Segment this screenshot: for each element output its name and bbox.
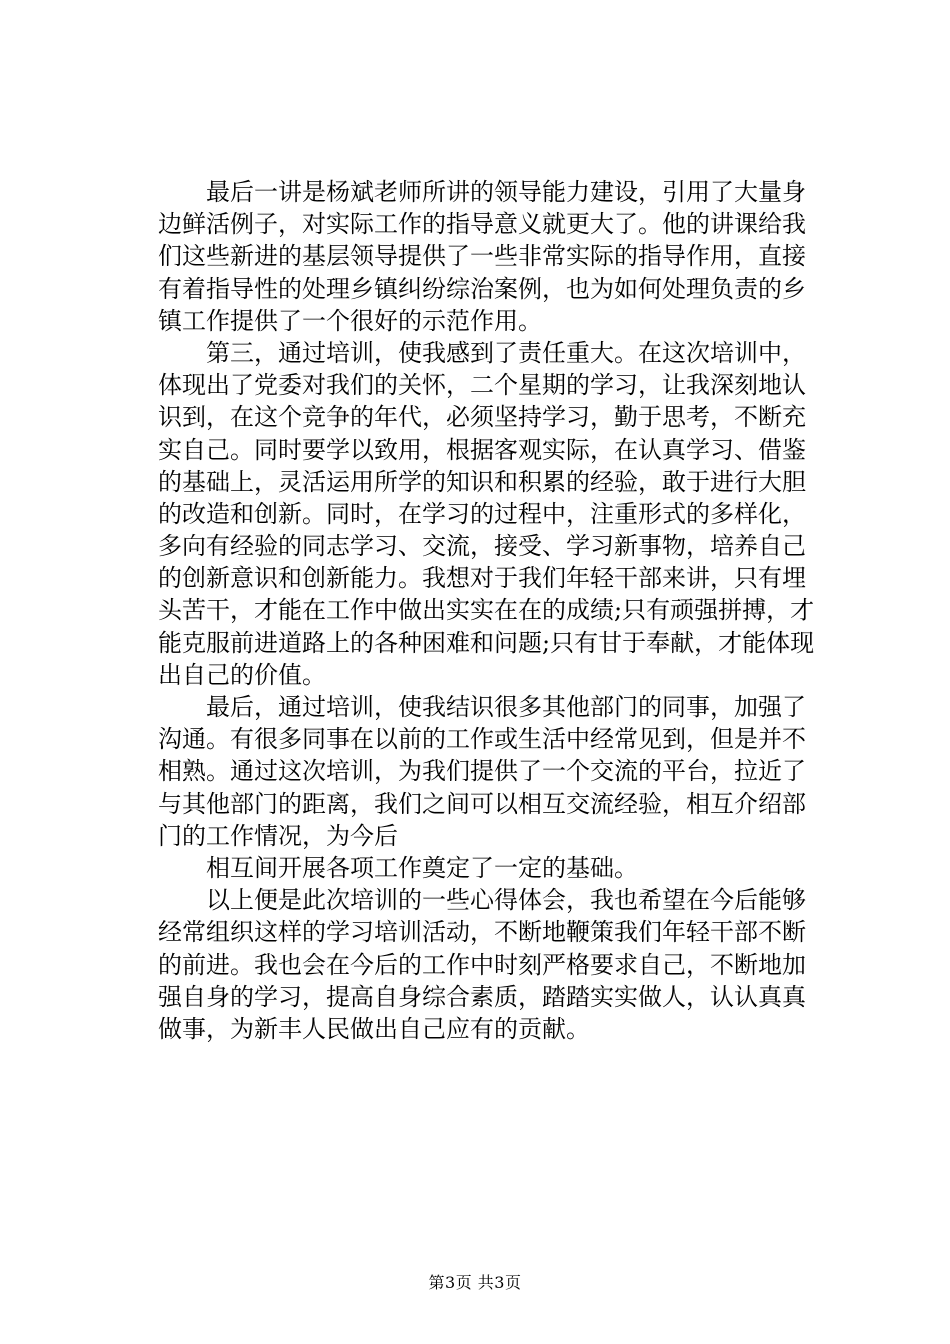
body-text [158,176,815,1045]
text-line: 的改造和创新。同时，在学习的过程中，注重形式的多样化， [158,499,806,528]
text-line: 实自己。同时要学以致用，根据客观实际，在认真学习、借鉴 [158,435,806,464]
text-line: 边鲜活例子，对实际工作的指导意义就更大了。他的讲课给我 [158,210,806,239]
text-line: 的前进。我也会在今后的工作中时刻严格要求自己，不断地加 [158,950,806,979]
text-line: 门的工作情况，为今后 [158,821,398,850]
text-line: 头苦干，才能在工作中做出实实在在的成绩;只有顽强拼搏，才 [158,596,815,625]
text-line: 最后一讲是杨斌老师所讲的领导能力建设，引用了大量身 [158,178,806,206]
text-line: 镇工作提供了一个很好的示范作用。 [158,306,542,335]
text-line: 们这些新进的基层领导提供了一些非常实际的指导作用，直接 [158,242,806,271]
text-line: 的创新意识和创新能力。我想对于我们年轻干部来讲，只有埋 [158,564,806,593]
text-line: 强自身的学习，提高自身综合素质，踏踏实实做人，认认真真 [158,982,806,1011]
text-line: 相互间开展各项工作奠定了一定的基础。 [158,853,638,882]
text-line: 以上便是此次培训的一些心得体会，我也希望在今后能够 [158,886,806,915]
text-line: 与其他部门的距离，我们之间可以相互交流经验，相互介绍部 [158,789,806,818]
text-line: 多向有经验的同志学习、交流，接受、学习新事物，培养自己 [158,532,806,561]
text-line: 的基础上，灵活运用所学的知识和积累的经验，敢于进行大胆 [158,467,806,496]
text-line: 沟通。有很多同事在以前的工作或生活中经常见到，但是并不 [158,725,806,754]
text-line: 体现出了党委对我们的关怀，二个星期的学习，让我深刻地认 [158,371,806,400]
text-line: 相熟。通过这次培训，为我们提供了一个交流的平台，拉近了 [158,757,806,786]
text-line: 能克服前进道路上的各种困难和问题;只有甘于奉献，才能体现 [158,628,815,657]
text-line: 经常组织这样的学习培训活动，不断地鞭策我们年轻干部不断 [158,918,806,947]
text-line: 最后，通过培训，使我结识很多其他部门的同事，加强了 [158,693,806,721]
text-line: 有着指导性的处理乡镇纠纷综治案例，也为如何处理负责的乡 [158,274,806,303]
text-line: 出自己的价值。 [158,660,326,689]
text-line: 识到，在这个竞争的年代，必须坚持学习，勤于思考，不断充 [158,403,806,432]
text-line: 做事，为新丰人民做出自己应有的贡献。 [158,1014,590,1043]
text-line: 第三，通过培训，使我感到了责任重大。在这次培训中， [158,338,806,367]
page-number-footer: 第3页 共3页 [428,1273,522,1292]
